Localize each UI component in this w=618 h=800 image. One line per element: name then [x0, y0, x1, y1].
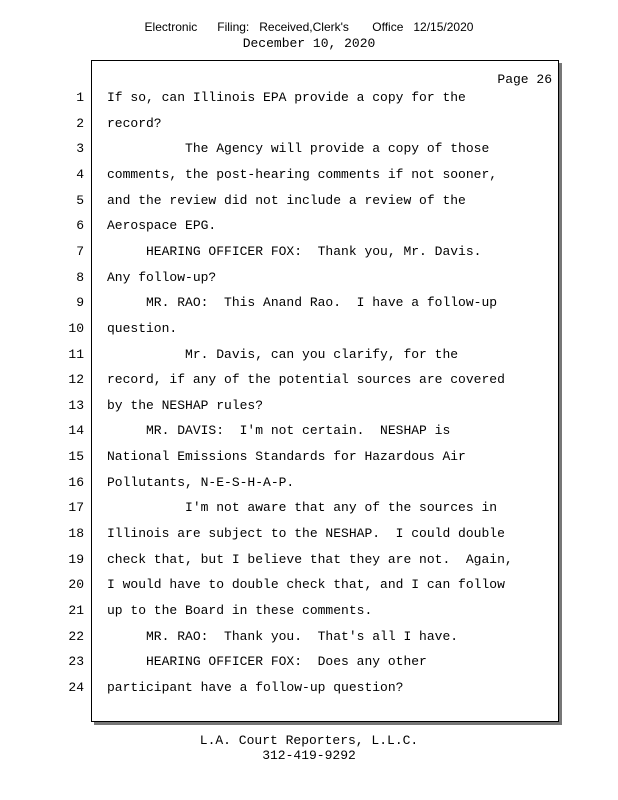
line-number: 6 — [76, 218, 84, 234]
court-reporter-name: L.A. Court Reporters, L.L.C. — [199, 733, 419, 748]
transcript-line — [0, 244, 618, 270]
line-number: 16 — [68, 474, 84, 490]
transcript-line — [0, 141, 618, 167]
line-text: Any follow-up? — [107, 269, 217, 285]
line-text: up to the Board in these comments. — [107, 603, 373, 618]
line-text: The Agency will provide a copy of those — [107, 141, 490, 157]
transcript-line — [0, 526, 618, 552]
transcript-line — [0, 193, 618, 219]
line-number: 12 — [68, 372, 84, 388]
line-number: 2 — [76, 115, 84, 131]
transcript-line — [0, 116, 618, 142]
line-text: If so, can Illinois EPA provide a copy for the — [107, 90, 466, 105]
line-text: by the NESHAP rules? — [107, 397, 264, 413]
line-number: 17 — [68, 500, 84, 516]
line-text: I'm not aware that any of the sources in — [107, 500, 498, 516]
transcript-line — [0, 577, 618, 603]
hearing-date: December 10, 2020 — [242, 36, 376, 51]
transcript-line — [0, 167, 618, 193]
line-text: question. — [107, 320, 178, 336]
line-text: comments, the post-hearing comments if not sooner, — [107, 166, 498, 182]
line-number: 5 — [76, 192, 84, 208]
line-text: MR. RAO: This Anand Rao. I have a follow-up — [107, 295, 498, 311]
footer — [0, 733, 618, 763]
transcript-line — [0, 295, 618, 321]
line-number: 22 — [68, 628, 84, 644]
transcript-line — [0, 347, 618, 373]
transcript-line — [0, 270, 618, 296]
electronic-filing-stamp: Electronic Filing: Received,Clerk's Office 12/15/2020 — [144, 20, 474, 34]
line-text: and the review did not include a review of the — [107, 192, 466, 208]
transcript-line — [0, 321, 618, 347]
line-number: 24 — [68, 679, 84, 695]
line-number: 8 — [76, 269, 84, 285]
line-text: record, if any of the potential sources are covered — [107, 372, 505, 388]
line-text: National Emissions Standards for Hazardous Air — [107, 449, 466, 465]
transcript-line — [0, 500, 618, 526]
line-number: 14 — [68, 423, 84, 439]
line-number: 3 — [76, 141, 84, 157]
line-number: 10 — [68, 320, 84, 336]
transcript-line — [0, 603, 618, 629]
line-number: 11 — [68, 346, 84, 362]
line-text: I would have to double check that, and I can follow — [107, 577, 505, 593]
line-number: 19 — [68, 551, 84, 567]
line-number: 15 — [68, 449, 84, 465]
transcript-line — [0, 90, 618, 116]
transcript-line — [0, 398, 618, 424]
transcript-line — [0, 552, 618, 578]
line-number: 20 — [68, 577, 84, 593]
line-text: Mr. Davis, can you clarify, for the — [107, 346, 459, 362]
line-text: record? — [107, 115, 162, 131]
line-number: 23 — [68, 654, 84, 670]
page-number: Page 26 — [497, 72, 552, 87]
line-text: HEARING OFFICER FOX: Does any other — [107, 654, 427, 670]
line-number: 18 — [68, 526, 84, 542]
transcript-line — [0, 218, 618, 244]
line-text: Illinois are subject to the NESHAP. I could double — [107, 526, 505, 542]
transcript-line — [0, 423, 618, 449]
line-text: Pollutants, N-E-S-H-A-P. — [107, 474, 295, 490]
transcript-line — [0, 449, 618, 475]
transcript-line — [0, 680, 618, 706]
line-text: MR. RAO: Thank you. That's all I have. — [107, 628, 459, 644]
transcript-line — [0, 629, 618, 655]
line-text: Aerospace EPG. — [107, 218, 217, 234]
line-text: MR. DAVIS: I'm not certain. NESHAP is — [107, 423, 451, 439]
transcript-line — [0, 372, 618, 398]
line-text: participant have a follow-up question? — [107, 679, 404, 695]
line-number: 1 — [76, 90, 84, 105]
transcript-line — [0, 475, 618, 501]
line-number: 7 — [76, 243, 84, 259]
line-number: 13 — [68, 397, 84, 413]
line-number: 21 — [68, 603, 84, 618]
transcript-line — [0, 654, 618, 680]
line-number: 9 — [76, 295, 84, 311]
court-reporter-phone: 312-419-9292 — [262, 748, 356, 763]
line-text: check that, but I believe that they are not. Again, — [107, 551, 513, 567]
line-number: 4 — [76, 166, 84, 182]
line-text: HEARING OFFICER FOX: Thank you, Mr. Davis. — [107, 243, 482, 259]
